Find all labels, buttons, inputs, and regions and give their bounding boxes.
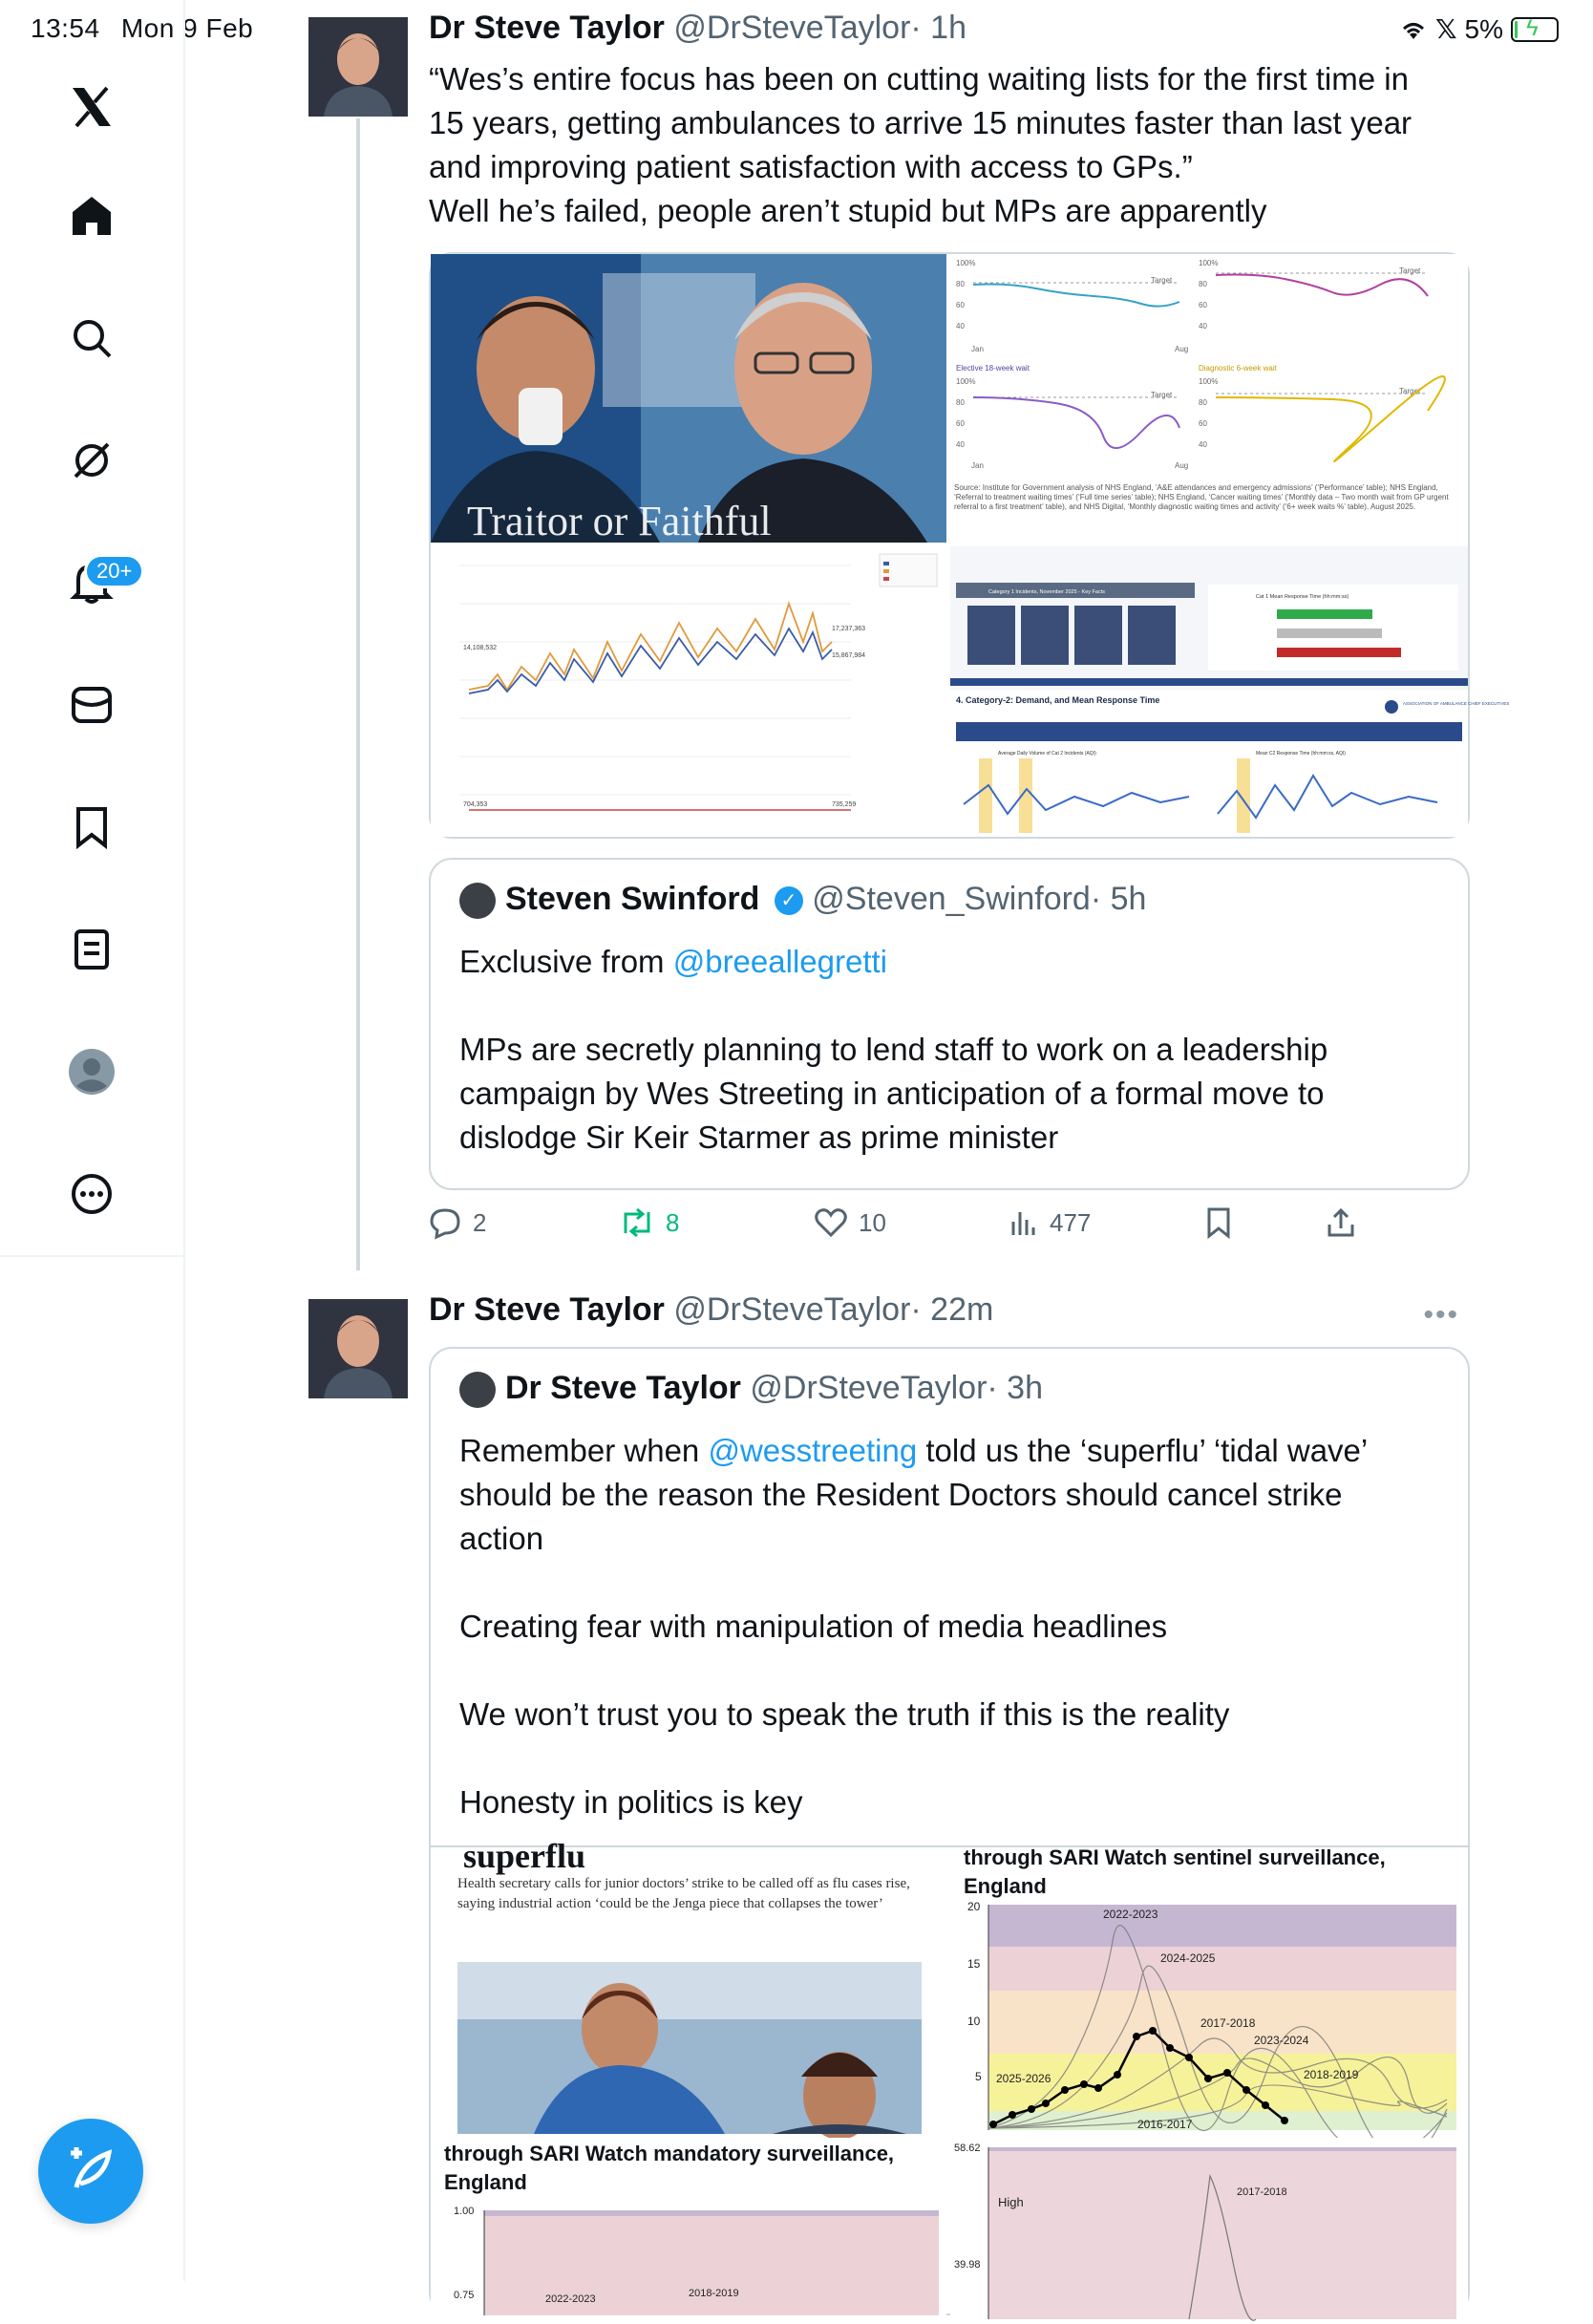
quote-media-grid[interactable] xyxy=(431,1837,1468,2315)
lists-icon[interactable] xyxy=(53,911,130,988)
x-status-icon: 𝕏 xyxy=(1434,14,1457,44)
verified-badge-icon: ✓ xyxy=(775,886,803,915)
quote-text xyxy=(459,1429,1453,1824)
y-tick-label: 1.00 xyxy=(454,2206,475,2217)
sari-mandatory-title: through SARI Watch mandatory surveillance, England xyxy=(444,2142,895,2194)
sari-sentinel-title: through SARI Watch sentinel surveillance, England xyxy=(964,1845,1386,1898)
ambulance-cat2-time-title: Mean C2 Response Time (hh:mm:ss, AQI) xyxy=(1256,751,1346,757)
quote-author-name: Steven Swinford xyxy=(505,881,760,917)
like-button[interactable] xyxy=(815,1208,886,1238)
quote-author-avatar xyxy=(459,883,496,919)
quote-author-handle: @Steven_Swinford xyxy=(812,881,1091,917)
svg-text:Diagnostic 6-week wait: Diagnostic 6-week wait xyxy=(1199,364,1277,373)
quote-line: We won’t trust you to speak the truth if this is the reality xyxy=(459,1696,1230,1732)
wifi-icon xyxy=(1399,18,1428,41)
svg-text:60: 60 xyxy=(956,301,965,309)
y-tick-label: 15 xyxy=(967,1957,981,1971)
season-label: 2025-2026 xyxy=(996,2072,1051,2085)
svg-text:60: 60 xyxy=(956,419,965,428)
media-ambulance-report[interactable] xyxy=(950,546,1510,837)
tweet-line: Well he’s failed, people aren’t stupid but MPs are apparently xyxy=(429,193,1267,228)
quote-line: should be the reason the Resident Doctors should cancel strike xyxy=(459,1477,1343,1512)
tweet-line: 15 years, getting ambulances to arrive 15 minutes faster than last year xyxy=(429,105,1412,140)
season-label: 2022-2023 xyxy=(545,2293,596,2305)
ambulance-cat1-title: Cat 1 Mean Response Time (hh:mm:ss) xyxy=(1256,594,1349,600)
photo-caption: Traitor or Faithful xyxy=(467,498,772,544)
tweet2-header xyxy=(429,1291,993,1329)
quote-line: action xyxy=(459,1521,544,1556)
svg-text:100%: 100% xyxy=(1199,377,1219,386)
season-label: 2016-2017 xyxy=(1137,2118,1193,2131)
views-button[interactable] xyxy=(1009,1208,1091,1238)
thread-connector-line xyxy=(356,118,360,1270)
ambulance-cat2-volume-title: Average Daily Volume of Cat 2 Incidents (AQI) xyxy=(998,751,1096,757)
gp-chart-value-label: 735,259 xyxy=(832,801,857,808)
author-handle[interactable]: @DrSteveTaylor xyxy=(673,1291,911,1328)
quote-line: campaign by Wes Streeting in anticipation of a formal move to xyxy=(459,1076,1325,1111)
profile-avatar-icon[interactable] xyxy=(53,1034,130,1110)
tweet-line: and improving patient satisfaction with access to GPs.” xyxy=(429,149,1193,184)
more-icon[interactable] xyxy=(53,1156,130,1232)
post-time[interactable]: · 22m xyxy=(910,1291,994,1328)
media-nhs-performance-charts[interactable] xyxy=(950,254,1468,543)
ambulance-logo-text: ASSOCIATION OF AMBULANCE CHIEF EXECUTIVES xyxy=(1403,701,1510,706)
season-label: 2018-2019 xyxy=(689,2288,739,2299)
battery-percent: 5% xyxy=(1464,13,1503,44)
svg-text:Target: Target xyxy=(1151,391,1173,399)
post-time[interactable]: · 1h xyxy=(910,10,966,46)
reply-count: 2 xyxy=(473,1207,487,1237)
media-gp-appointments-chart[interactable] xyxy=(431,546,946,837)
sidebar-divider xyxy=(0,1255,183,1257)
compose-post-button[interactable] xyxy=(38,2119,143,2224)
article-headline: superflu xyxy=(463,1837,586,1875)
tweet1-text xyxy=(429,57,1498,233)
quote-author-avatar xyxy=(459,1372,496,1408)
media-news-article[interactable] xyxy=(431,1837,946,2134)
quote-line: Exclusive from xyxy=(459,944,673,979)
grok-icon[interactable] xyxy=(53,422,130,499)
quoted-post[interactable] xyxy=(429,858,1470,1190)
quote-line: Remember when xyxy=(459,1433,709,1468)
svg-text:Aug: Aug xyxy=(1175,345,1189,353)
author-name[interactable]: Dr Steve Taylor xyxy=(429,1291,665,1328)
y-tick-label: 58.62 xyxy=(954,2143,981,2154)
author-name[interactable]: Dr Steve Taylor xyxy=(429,10,665,46)
quote-author-handle: @DrSteveTaylor xyxy=(750,1370,988,1406)
messages-icon[interactable] xyxy=(53,667,130,743)
y-tick-label: 10 xyxy=(967,2015,981,2028)
svg-text:Elective 18-week wait: Elective 18-week wait xyxy=(956,364,1030,373)
svg-text:80: 80 xyxy=(1199,398,1207,407)
author-avatar[interactable] xyxy=(308,1299,408,1398)
svg-text:80: 80 xyxy=(956,398,965,407)
season-label: 2024-2025 xyxy=(1160,1951,1216,1965)
svg-text:Aug: Aug xyxy=(1175,461,1189,470)
svg-text:60: 60 xyxy=(1199,301,1207,309)
gp-chart-value-label: 17,237,363 xyxy=(832,626,866,632)
season-label: 2018-2019 xyxy=(1304,2068,1359,2081)
quote-header xyxy=(459,881,1146,919)
reply-icon xyxy=(429,1206,461,1239)
bookmark-icon xyxy=(1206,1207,1231,1238)
mention-link[interactable]: @breeallegretti xyxy=(672,944,887,979)
compose-feather-icon xyxy=(63,2143,118,2199)
views-icon xyxy=(1009,1208,1038,1237)
mention-link[interactable]: @wesstreeting xyxy=(708,1433,918,1468)
status-date: Mon 9 Feb xyxy=(120,13,254,43)
svg-text:40: 40 xyxy=(956,322,965,330)
svg-text:Jan: Jan xyxy=(971,461,984,470)
more-options-icon[interactable]: ••• xyxy=(1423,1299,1459,1331)
level-label: High xyxy=(998,2195,1024,2209)
season-label: 2022-2023 xyxy=(1103,1908,1158,1921)
svg-text:Jan: Jan xyxy=(971,345,984,353)
gp-chart-value-label: 704,353 xyxy=(463,801,488,808)
quote-line: Creating fear with manipulation of media headlines xyxy=(459,1609,1168,1644)
search-icon[interactable] xyxy=(53,300,130,376)
quote-line: told us the ‘superflu’ ‘tidal wave’ xyxy=(917,1433,1369,1468)
quote-line: Honesty in politics is key xyxy=(459,1784,803,1820)
svg-text:Target: Target xyxy=(1151,276,1173,285)
gp-chart-value-label: 15,867,984 xyxy=(832,652,866,659)
ambulance-key-facts-title: Category 1 Incidents, November 2025 - Key Facts xyxy=(988,589,1105,595)
status-bar-right xyxy=(1399,13,1559,45)
svg-text:40: 40 xyxy=(1199,440,1207,449)
article-photo xyxy=(457,1962,922,2134)
y-tick-label: 0.75 xyxy=(454,2290,475,2301)
ambulance-section-title: 4. Category-2: Demand, and Mean Response Time xyxy=(956,695,1160,705)
quote-line: MPs are secretly planning to lend staff to work on a leadership xyxy=(459,1032,1328,1067)
svg-text:40: 40 xyxy=(1199,322,1207,330)
svg-text:Target: Target xyxy=(1399,387,1421,395)
y-tick-label: 20 xyxy=(967,1900,981,1913)
author-handle[interactable]: @DrSteveTaylor xyxy=(673,10,911,46)
article-subheadline: Health secretary calls for junior doctors’ strike to be called off as flu cases rise, saying industrial action ‘could be the Jenga piece that collapses the tower’ xyxy=(457,1876,910,1911)
share-button[interactable] xyxy=(1327,1207,1355,1238)
svg-text:Target: Target xyxy=(1399,267,1421,275)
y-tick-label: 39.98 xyxy=(954,2259,981,2271)
svg-text:80: 80 xyxy=(956,280,965,288)
svg-text:40: 40 xyxy=(956,440,965,449)
gp-chart-value-label: 14,108,532 xyxy=(463,645,498,651)
battery-icon: ϟ xyxy=(1511,17,1559,42)
bookmark-button[interactable] xyxy=(1206,1207,1231,1238)
svg-text:60: 60 xyxy=(1199,419,1207,428)
nhs-source-note: Source: Institute for Government analysis of NHS England, ‘A&E attendances and emergency admissions’ (‘Performance’ table); NHS England, ‘Referral to treatment waiting times’ (‘Full time series’ table); NHS England, ‘Cancer waiting times’ (‘Monthly data – Two month wait from GP urgent referral to a first treatment’ table), and NHS Digital, ‘Monthly diagnostic waiting times and activity’ (‘6+ week waits %’ table). August 2025. xyxy=(954,483,1449,511)
retweet-icon xyxy=(620,1208,654,1237)
status-time: 13:54 xyxy=(31,13,100,43)
tweet-line: “Wes’s entire focus has been on cutting waiting lists for the first time in xyxy=(429,61,1409,96)
author-avatar[interactable] xyxy=(308,17,408,117)
view-count: 477 xyxy=(1050,1207,1092,1237)
retweet-count: 8 xyxy=(666,1207,680,1237)
quote-time: · 5h xyxy=(1090,881,1147,917)
heart-icon xyxy=(815,1208,847,1237)
season-label: 2023-2024 xyxy=(1254,2034,1309,2047)
quote-text xyxy=(459,940,1453,1160)
svg-text:100%: 100% xyxy=(956,259,976,267)
season-label: 2017-2018 xyxy=(1237,2186,1287,2198)
share-icon xyxy=(1327,1207,1355,1238)
media-photo[interactable] xyxy=(431,254,946,543)
svg-text:80: 80 xyxy=(1199,280,1207,288)
svg-text:100%: 100% xyxy=(1199,259,1219,267)
svg-text:100%: 100% xyxy=(956,377,976,386)
notifications-badge: 20+ xyxy=(84,554,144,588)
home-icon[interactable] xyxy=(53,178,130,254)
quote-time: · 3h xyxy=(987,1370,1043,1406)
like-count: 10 xyxy=(859,1207,886,1237)
y-tick-label: 5 xyxy=(975,2070,982,2083)
tweet1-media-grid[interactable] xyxy=(429,252,1510,839)
tweet1-header xyxy=(429,10,966,47)
media-sari-rate-chart[interactable] xyxy=(950,2138,1468,2319)
quote-header xyxy=(459,1370,1043,1408)
quote-author-name: Dr Steve Taylor xyxy=(505,1370,741,1406)
season-label: 2017-2018 xyxy=(1200,2016,1256,2030)
quoted-post[interactable] xyxy=(429,1347,1470,2315)
media-sari-mandatory-chart[interactable] xyxy=(431,2138,946,2319)
x-logo-icon[interactable] xyxy=(53,69,130,145)
quote-line: dislodge Sir Keir Starmer as prime minister xyxy=(459,1119,1059,1155)
reply-button[interactable] xyxy=(429,1206,486,1239)
media-sari-sentinel-chart[interactable] xyxy=(950,1847,1468,2134)
retweet-button[interactable] xyxy=(620,1208,679,1238)
bookmarks-icon[interactable] xyxy=(53,789,130,865)
tweet1-action-bar xyxy=(429,1202,1384,1244)
